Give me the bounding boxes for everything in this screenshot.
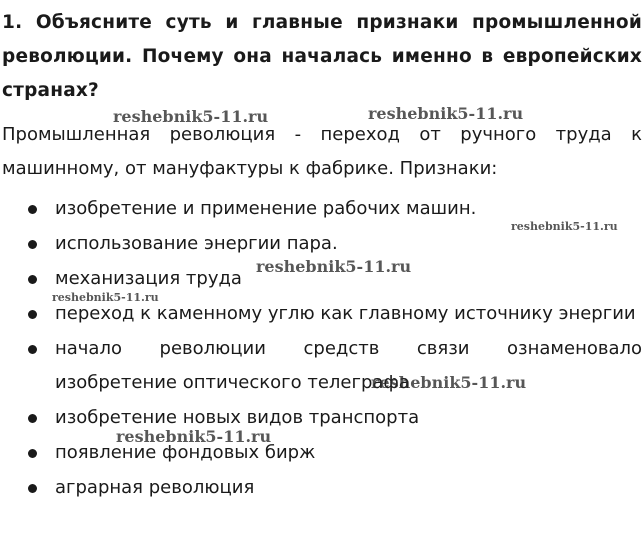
list-item: [0, 262, 644, 296]
list-item: [0, 227, 644, 261]
watermark: reshebnik5-11.ru: [511, 220, 618, 233]
bullet-icon: [28, 414, 37, 423]
list-item-text: механизация труда: [55, 268, 242, 289]
watermark: reshebnik5-11.ru: [368, 104, 524, 123]
bullet-icon: [28, 484, 37, 493]
bullet-icon: [28, 345, 37, 354]
list-item-text: появление фондовых бирж: [55, 442, 316, 463]
watermark: reshebnik5-11.ru: [116, 427, 272, 446]
list-item: [0, 297, 644, 331]
bullet-icon: [28, 449, 37, 458]
list-item-text: использование энергии пара.: [55, 233, 338, 254]
watermark: reshebnik5-11.ru: [371, 373, 527, 392]
bullet-icon: [28, 205, 37, 214]
bullet-icon: [28, 275, 37, 284]
bullet-icon: [28, 310, 37, 319]
list-item-text: изобретение и применение рабочих машин.: [55, 198, 477, 219]
watermark: reshebnik5-11.ru: [256, 257, 412, 276]
list-item: [0, 401, 644, 435]
list-item: [0, 471, 644, 505]
watermark: reshebnik5-11.ru: [113, 107, 269, 126]
list-item-text: аграрная революция: [55, 477, 255, 498]
list-item: [0, 192, 644, 226]
list-item-text: изобретение новых видов транспорта: [55, 407, 420, 428]
list-item-text: начало революции средств связи ознаменовало изобретение оптического телеграфа: [55, 338, 642, 393]
features-list: [0, 192, 644, 506]
bullet-icon: [28, 240, 37, 249]
watermark: reshebnik5-11.ru: [52, 291, 159, 304]
list-item: [0, 332, 644, 400]
question-heading: 1. Объясните суть и главные признаки промышленной революции. Почему она началась именно в европейских странах?: [2, 12, 642, 101]
answer-definition: Промышленная революция - переход от ручного труда к машинному, от мануфактуры к фабрике. Признаки:: [2, 124, 642, 179]
list-item-text: переход к каменному углю как главному источнику энергии: [55, 303, 636, 324]
list-item: [0, 436, 644, 470]
